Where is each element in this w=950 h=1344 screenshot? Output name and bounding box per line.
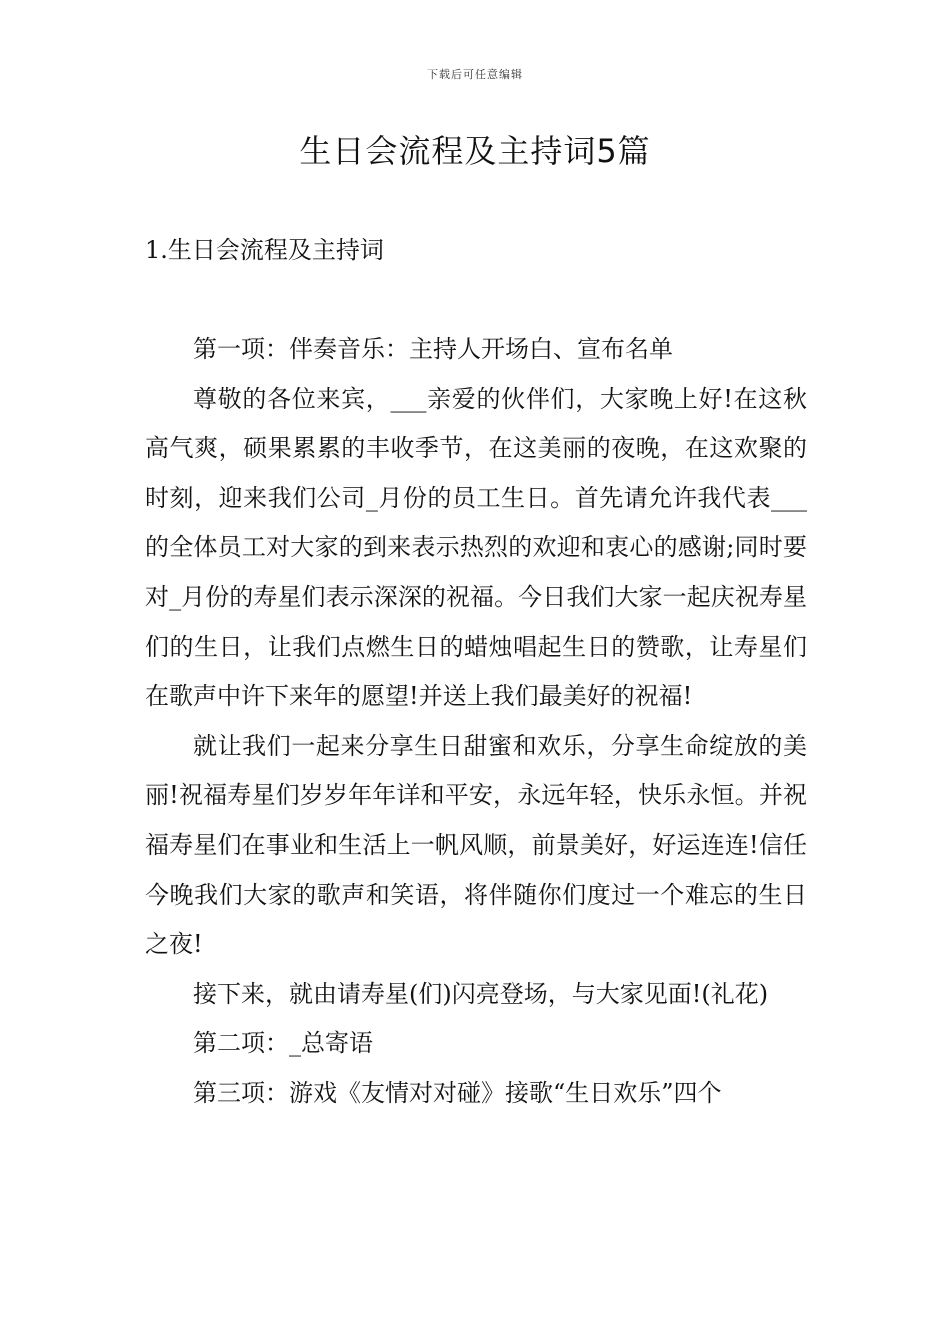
paragraph: 接下来，就由请寿星(们)闪亮登场，与大家见面!(礼花) [193, 979, 769, 1008]
paragraph: 第一项：伴奏音乐：主持人开场白、宣布名单 [193, 335, 673, 363]
section-heading: 1.生日会流程及主持词 [145, 236, 384, 264]
paragraph: 就让我们一起来分享生日甜蜜和欢乐，分享生命绽放的美丽!祝福寿星们岁岁年年详和平安，永远年轻，快乐永恒。并祝福寿星们在事业和生活上一帆风顺，前景美好，好运连连!信任今晚我们大家的歌声和笑语，将伴随你们度过一个难忘的生日之夜! [145, 731, 807, 959]
document-body [145, 325, 807, 1119]
paragraph: 第三项：游戏《友情对对碰》接歌“生日欢乐”四个 [193, 1078, 722, 1107]
document-title: 生日会流程及主持词5篇 [299, 132, 651, 170]
paragraph: 尊敬的各位来宾，___亲爱的伙伴们，大家晚上好!在这秋高气爽，硕果累累的丰收季节，在这美丽的夜晚，在这欢聚的时刻，迎来我们公司_月份的员工生日。首先请允许我代表___的全体员工对大家的到来表示热烈的欢迎和衷心的感谢;同时要对_月份的寿星们表示深深的祝福。今日我们大家一起庆祝寿星们的生日，让我们点燃生日的蜡烛唱起生日的赞歌，让寿星们在歌声中许下来年的愿望!并送上我们最美好的祝福! [145, 384, 807, 711]
paragraph: 第二项：_总寄语 [193, 1029, 373, 1058]
header-note: 下载后可任意编辑 [427, 68, 523, 81]
